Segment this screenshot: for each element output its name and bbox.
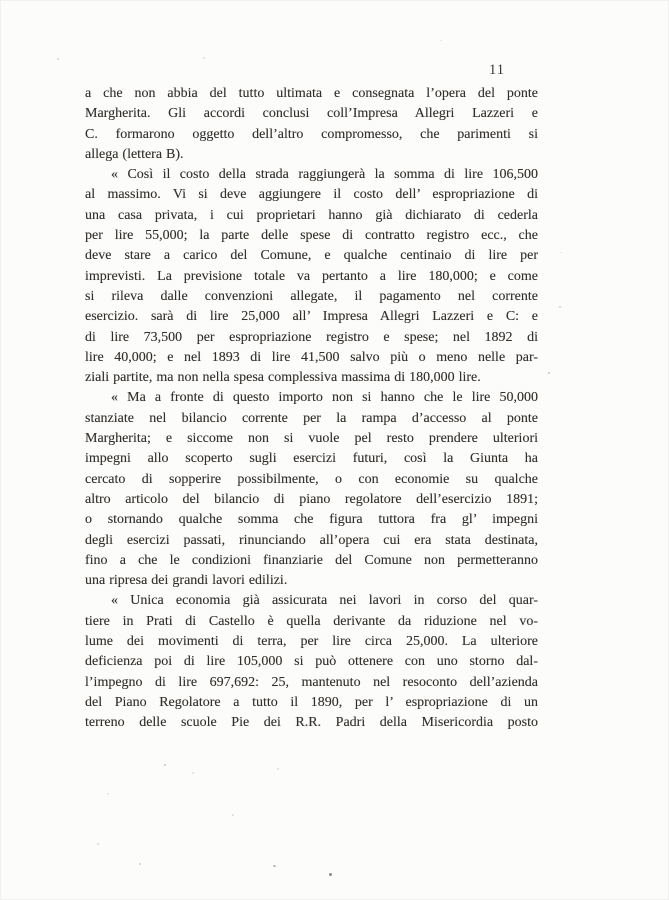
- scan-speck: [273, 865, 276, 867]
- scan-speck: [440, 40, 442, 41]
- text-line: ziali partite, ma non nella spesa complessiva massima di 180,000 lire.: [85, 370, 481, 386]
- text-line: « Ma a fronte di questo importo non si hanno che le lire 50,000: [111, 390, 538, 406]
- scan-speck: [139, 863, 141, 865]
- text-line: fino a che le condizioni finanziarie del Comune non permetteranno: [85, 552, 538, 568]
- text-line: tiere in Prati di Castello è quella derivante da riduzione nel vo-: [85, 613, 538, 629]
- text-line: una ripresa dei grandi lavori edilizi.: [85, 573, 288, 589]
- scan-speck: [97, 843, 99, 845]
- text-line: del Piano Regolatore a tutto il 1890, per l’ espropriazione di un: [85, 694, 538, 710]
- scan-speck: [57, 58, 59, 60]
- text-line: altro articolo del bilancio di piano regolatore dell’esercizio 1891;: [85, 491, 538, 507]
- text-line: di lire 73,500 per espropriazione registro e spese; nel 1892 di: [85, 329, 538, 345]
- text-line: terreno delle scuole Pie dei R.R. Padri della Misericordia posto: [85, 715, 538, 731]
- text-line: imprevisti. La previsione totale va pertanto a lire 180,000; e come: [85, 268, 538, 284]
- scan-speck: [559, 306, 561, 308]
- text-line: « Così il costo della strada raggiungerà la somma di lire 106,500: [111, 167, 538, 183]
- text-line: cercato di sopperire possibilmente, o con economie su qualche: [85, 471, 538, 487]
- text-line: impegni allo scoperto sugli esercizi futuri, così la Giunta ha: [85, 451, 538, 467]
- text-line: esercizio. sarà di lire 25,000 all’ Impresa Allegri Lazzeri e C: e: [85, 309, 538, 325]
- scan-speck: [107, 793, 109, 795]
- text-line: Margherita; e siccome non si vuole pel resto prendere ulteriori: [85, 431, 538, 447]
- text-line: Margherita. Gli accordi conclusi coll’Impresa Allegri Lazzeri e: [85, 106, 538, 122]
- scan-speck: [232, 814, 234, 816]
- scan-speck: [560, 252, 562, 253]
- text-line: degli esercizi passati, rinunciando all’opera cui era stata destinata,: [85, 532, 538, 548]
- page-number: 11: [489, 62, 505, 78]
- text-line: allega (lettera B).: [85, 146, 184, 162]
- scan-speck: [203, 57, 205, 59]
- text-line: lume dei movimenti di terra, per lire circa 25,000. La ulteriore: [85, 634, 538, 650]
- text-block: [85, 84, 538, 734]
- scan-speck: [164, 764, 166, 766]
- text-line: al massimo. Vi si deve aggiungere il costo dell’ espropriazione di: [85, 187, 538, 203]
- text-line: a che non abbia del tutto ultimata e consegnata l’opera del ponte: [85, 86, 538, 101]
- text-line: per lire 55,000; la parte delle spese di contratto registro ecc., che: [85, 228, 538, 244]
- text-line: stanziate nel bilancio corrente per la rampa d’accesso al ponte: [85, 410, 538, 426]
- text-line: una casa privata, i cui proprietari hanno già dichiarato di cederla: [85, 207, 538, 223]
- text-line: C. formarono oggetto dell’altro compromesso, che parimenti si: [85, 126, 538, 142]
- scan-speck: [192, 772, 194, 774]
- scan-speck: [548, 372, 550, 374]
- text-line: lire 40,000; e nel 1893 di lire 41,500 salvo più o meno nelle par-: [85, 349, 538, 365]
- text-line: si rileva dalle convenzioni allegate, il pagamento nel corrente: [85, 288, 538, 304]
- text-line: deve stare a carico del Comune, e qualche centinaio di lire per: [85, 248, 538, 264]
- scan-speck: [329, 873, 332, 876]
- text-line: deficienza poi di lire 105,000 si può ottenere con uno storno dal-: [85, 654, 538, 670]
- text-line: o stornando qualche somma che figura tuttora fra gl’ impegni: [85, 512, 538, 528]
- scan-speck: [277, 768, 279, 770]
- text-line: « Unica economia già assicurata nei lavori in corso del quar-: [111, 593, 538, 609]
- text-line: l’impegno di lire 697,692: 25, mantenuto nel resoconto dell’azienda: [85, 674, 538, 690]
